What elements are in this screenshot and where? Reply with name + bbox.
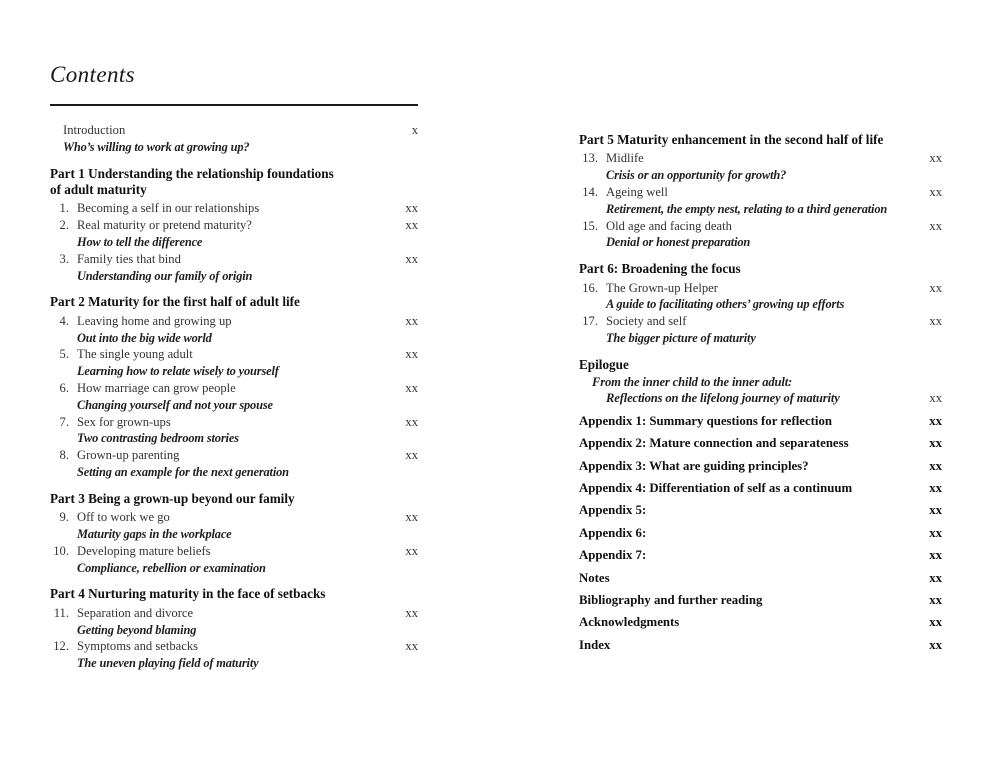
chapter-subtitle: Out into the big wide world (77, 330, 212, 345)
chapter-number: 6. (59, 380, 69, 395)
toc-entry-row (50, 509, 418, 526)
chapter-number: 7. (59, 414, 69, 429)
chapter-number: 3. (59, 251, 69, 266)
chapter-title: Real maturity or pretend maturity? (77, 218, 252, 233)
chapter-title: Sex for grown-ups (77, 414, 171, 429)
chapter-subtitle: The bigger picture of maturity (606, 330, 756, 345)
part-heading-line1: Part 5 Maturity enhancement in the second half of life (579, 132, 884, 147)
toc-entry-row (50, 122, 418, 139)
toc-chapter-entry (50, 217, 418, 251)
toc-entry-row (50, 217, 418, 234)
backmatter-title: Appendix 5: (579, 503, 647, 518)
chapter-number: 5. (59, 347, 69, 362)
chapter-subtitle: Retirement, the empty nest, relating to a third generation (606, 201, 888, 216)
chapter-subtitle: Maturity gaps in the workplace (77, 526, 232, 541)
page-number: xx (405, 313, 418, 328)
toc-chapter-entry (50, 509, 418, 543)
toc-chapter-entry (50, 605, 418, 639)
toc-entry-row (50, 346, 418, 363)
backmatter-title: Appendix 3: What are guiding principles? (579, 458, 809, 473)
chapter-number: 17. (582, 314, 598, 329)
chapter-title: How marriage can grow people (77, 380, 236, 395)
toc-entry-row (50, 200, 418, 217)
page-number: xx (929, 413, 942, 428)
chapter-number: 10. (53, 543, 69, 558)
entry-subtitle: Who’s willing to work at growing up? (63, 139, 250, 154)
chapter-number: 15. (582, 218, 598, 233)
chapter-title: Old age and facing death (606, 218, 732, 233)
toc-chapter-entry (579, 184, 942, 218)
page-number: xx (405, 448, 418, 463)
chapter-subtitle: Denial or honest preparation (606, 235, 751, 250)
page-number: x (411, 123, 418, 137)
page-number: xx (405, 510, 418, 525)
page-number: xx (929, 503, 942, 518)
chapter-subtitle: Compliance, rebellion or examination (77, 560, 266, 575)
toc-entry-row (50, 414, 418, 431)
page-number: xx (929, 280, 942, 295)
part-heading-line1: Part 1 Understanding the relationship foundations (50, 165, 334, 181)
chapter-subtitle: Learning how to relate wisely to yourself (77, 364, 279, 379)
chapter-title: Becoming a self in our relationships (77, 201, 260, 216)
chapter-number: 11. (53, 605, 69, 620)
toc-chapter-entry (50, 200, 418, 217)
toc-backmatter-entry (579, 413, 942, 430)
toc-chapter-entry (579, 313, 942, 347)
toc-backmatter-entry (579, 435, 942, 452)
entry-title: Introduction (63, 123, 126, 137)
backmatter-title: Appendix 2: Mature connection and separateness (579, 436, 849, 451)
toc-chapter-entry (579, 218, 942, 252)
chapter-number: 8. (59, 448, 69, 463)
backmatter-title: Appendix 6: (579, 525, 647, 540)
toc-column-left (50, 122, 418, 672)
title-rule-divider (50, 104, 418, 106)
chapter-title: Developing mature beliefs (77, 543, 211, 558)
chapter-number: 1. (59, 201, 69, 216)
page-number: xx (929, 592, 942, 607)
backmatter-title: Appendix 7: (579, 548, 647, 563)
chapter-title: Grown-up parenting (77, 448, 180, 463)
page-number: xx (929, 480, 942, 495)
chapter-number: 9. (59, 510, 69, 525)
chapter-title: Leaving home and growing up (77, 313, 232, 328)
toc-backmatter-entry (579, 592, 942, 609)
page-title: Contents (50, 62, 135, 87)
toc-backmatter-entry (579, 570, 942, 587)
toc-entry-row (579, 390, 942, 407)
page-number: xx (929, 525, 942, 540)
toc-entry-row (50, 313, 418, 330)
page-number: xx (405, 201, 418, 216)
toc-entry-row (579, 184, 942, 201)
part-heading (50, 294, 418, 310)
chapter-subtitle: Setting an example for the next generation (77, 464, 289, 479)
toc-chapter-entry (50, 313, 418, 347)
toc-backmatter-entry (579, 614, 942, 631)
toc-entry-row (50, 251, 418, 268)
chapter-title: Ageing well (606, 185, 668, 199)
page-number: xx (929, 637, 942, 652)
page-number: xx (929, 151, 942, 166)
toc-entry-row (50, 638, 418, 655)
toc-entry-row (579, 150, 942, 167)
toc-backmatter-entry (579, 502, 942, 519)
page-number: xx (405, 605, 418, 620)
chapter-subtitle: How to tell the difference (77, 235, 203, 249)
chapter-title: The single young adult (77, 347, 193, 362)
page-number: xx (405, 414, 418, 429)
epilogue-heading: Epilogue (579, 356, 629, 372)
part-heading (50, 586, 418, 602)
backmatter-title: Acknowledgments (579, 615, 680, 630)
toc-entry-row (50, 380, 418, 397)
chapter-subtitle: Getting beyond blaming (77, 622, 197, 637)
toc-chapter-entry (50, 543, 418, 577)
toc-backmatter-entry (579, 547, 942, 564)
page-number: xx (929, 218, 942, 233)
part-heading (50, 166, 418, 199)
part-heading-line2: of adult maturity (50, 182, 147, 197)
part-heading (579, 261, 942, 277)
toc-chapter-entry (50, 414, 418, 448)
backmatter-title: Appendix 4: Differentiation of self as a continuum (579, 480, 853, 495)
chapter-title: Symptoms and setbacks (77, 639, 199, 654)
page-number: xx (929, 458, 942, 473)
toc-backmatter-entry (579, 458, 942, 475)
toc-backmatter-entry (579, 525, 942, 542)
chapter-subtitle: Understanding our family of origin (77, 268, 253, 283)
backmatter-title: Index (579, 637, 611, 652)
page-number: xx (929, 391, 942, 406)
toc-chapter-entry (50, 251, 418, 285)
chapter-title: Off to work we go (77, 510, 170, 525)
page-number: xx (929, 185, 942, 199)
toc-epilogue-entry (579, 357, 942, 407)
toc-chapter-entry (50, 447, 418, 481)
chapter-number: 12. (53, 639, 69, 654)
chapter-number: 16. (582, 280, 598, 295)
chapter-title: Midlife (606, 151, 644, 166)
toc-chapter-entry (50, 380, 418, 414)
page-number: xx (405, 639, 418, 654)
chapter-number: 13. (582, 151, 598, 166)
toc-entry-row (579, 280, 942, 297)
chapter-number: 2. (59, 218, 69, 233)
part-heading-line1: Part 4 Nurturing maturity in the face of setbacks (50, 586, 326, 602)
epilogue-subtitle-line1: From the inner child to the inner adult: (592, 374, 793, 389)
page-number: xx (405, 543, 418, 558)
toc-front-matter-entry (50, 122, 418, 156)
page-number: xx (405, 380, 418, 395)
toc-chapter-entry (579, 150, 942, 184)
toc-chapter-entry (50, 346, 418, 380)
page-number: xx (929, 548, 942, 563)
chapter-subtitle: Changing yourself and not your spouse (77, 397, 273, 412)
toc-backmatter-entry (579, 480, 942, 497)
chapter-title: Family ties that bind (77, 251, 181, 266)
part-heading (50, 491, 418, 507)
epilogue-subtitle-line2: Reflections on the lifelong journey of maturity (606, 391, 840, 406)
backmatter-title: Notes (579, 570, 610, 585)
page-number: xx (929, 436, 942, 451)
page-number: xx (929, 314, 942, 329)
chapter-subtitle: Crisis or an opportunity for growth? (606, 168, 787, 183)
page-number: xx (929, 570, 942, 585)
backmatter-title: Appendix 1: Summary questions for reflection (579, 413, 832, 428)
toc-chapter-entry (579, 280, 942, 314)
page-number: xx (405, 251, 418, 266)
chapter-subtitle: Two contrasting bedroom stories (77, 431, 239, 446)
toc-entry-row (50, 447, 418, 464)
toc-entry-row (579, 218, 942, 235)
toc-chapter-entry (50, 638, 418, 672)
page-number: xx (405, 347, 418, 362)
toc-entry-row (579, 313, 942, 330)
chapter-number: 14. (582, 185, 598, 199)
chapter-subtitle: The uneven playing field of maturity (77, 656, 259, 671)
toc-entry-row (50, 543, 418, 560)
chapter-title: The Grown-up Helper (606, 280, 718, 295)
backmatter-title: Bibliography and further reading (579, 592, 763, 607)
part-heading-line1: Part 3 Being a grown-up beyond our family (50, 490, 295, 506)
chapter-number: 4. (59, 313, 69, 328)
toc-column-right (579, 122, 942, 653)
page-number: xx (929, 615, 942, 630)
chapter-title: Separation and divorce (77, 605, 194, 620)
toc-backmatter-entry (579, 637, 942, 654)
page-number: xx (405, 218, 418, 233)
part-heading (579, 132, 942, 148)
part-heading-line1: Part 6: Broadening the focus (579, 261, 741, 277)
chapter-subtitle: A guide to facilitating others’ growing up efforts (606, 297, 845, 312)
toc-entry-row (50, 605, 418, 622)
part-heading-line1: Part 2 Maturity for the first half of adult life (50, 294, 300, 310)
chapter-title: Society and self (606, 314, 687, 329)
